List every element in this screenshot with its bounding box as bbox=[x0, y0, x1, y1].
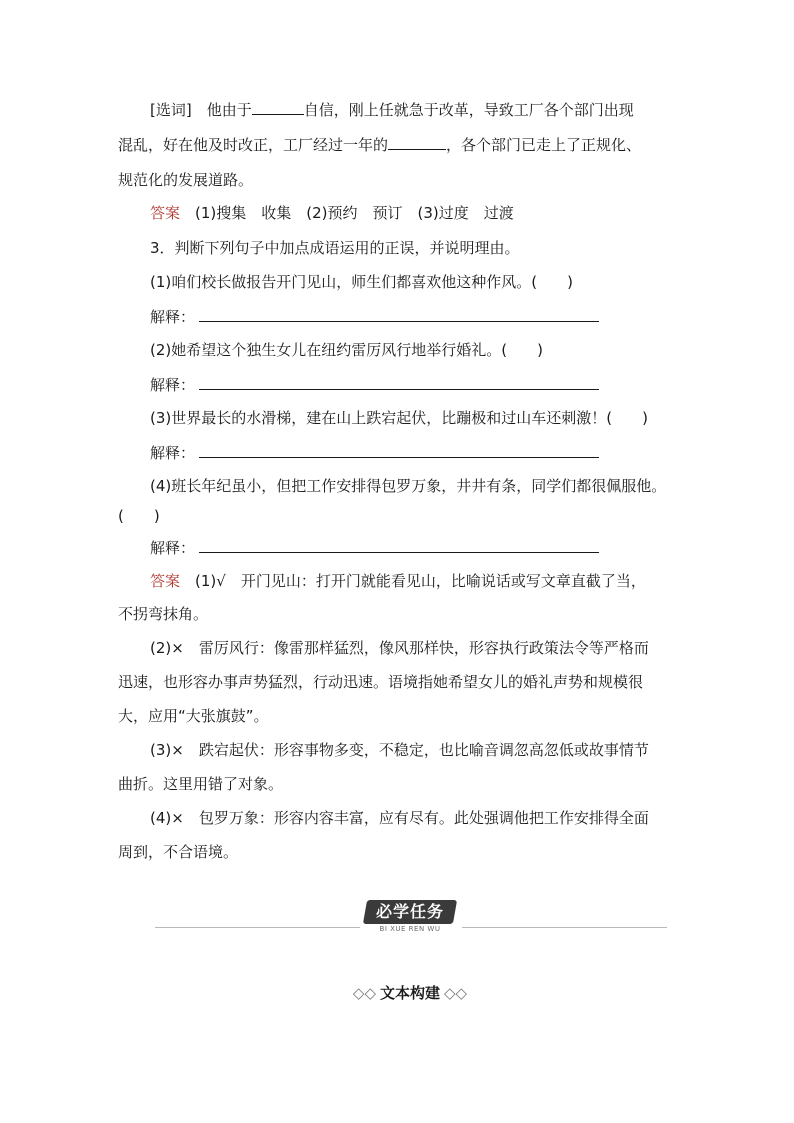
question-3-4-paren: ( ) bbox=[118, 507, 160, 525]
explain-input-2 bbox=[199, 374, 599, 390]
xuanci-text-b: 自信，刚上任就急于改革，导致工厂各个部门出现 bbox=[303, 101, 634, 119]
xuanci-line-2 bbox=[118, 135, 641, 155]
xuanci-text-a: 他由于 bbox=[206, 101, 252, 119]
answer-label: 答案 bbox=[150, 572, 181, 590]
answer-2-4-line-1: (4)× 包罗万象：形容内容丰富，应有尽有。此处强调他把工作安排得全面 bbox=[150, 809, 649, 827]
question-3-title: 3．判断下列句子中加点成语运用的正误，并说明理由。 bbox=[150, 239, 520, 257]
answer-label: 答案 bbox=[150, 204, 181, 222]
xuanci-line-1 bbox=[150, 100, 634, 120]
explain-input-4 bbox=[199, 537, 599, 553]
divider-right bbox=[462, 927, 667, 928]
divider-left bbox=[155, 927, 360, 928]
answer-2-2-line-3: 大，应用“大张旗鼓”。 bbox=[118, 707, 269, 725]
answer-2-2-line-2: 迅速，也形容办事声势猛烈，行动迅速。语境指她希望女儿的婚礼声势和规模很 bbox=[118, 673, 644, 691]
sub-heading bbox=[340, 982, 480, 1003]
xuanci-text-d: ，各个部门已走上了正规化、 bbox=[446, 136, 642, 154]
explain-input-3 bbox=[199, 442, 599, 458]
explain-label: 解释： bbox=[150, 308, 196, 326]
answer-2-2-line-1: (2)× 雷厉风行：像雷那样猛烈，像风那样快，形容执行政策法令等严格而 bbox=[150, 639, 649, 657]
sub-heading-text: 文本构建 bbox=[379, 984, 440, 1002]
explain-line-4 bbox=[150, 537, 599, 558]
explain-line-1 bbox=[150, 306, 599, 327]
explain-line-3 bbox=[150, 442, 599, 463]
answer-2-line-2: 不拐弯抹角。 bbox=[118, 605, 209, 623]
answer-2-3-line-2: 曲折。这里用错了对象。 bbox=[118, 775, 284, 793]
answer-2-3-line-1: (3)× 跌宕起伏：形容事物多变，不稳定，也比喻音调忽高忽低或故事情节 bbox=[150, 741, 649, 759]
answer-1-text: (1)搜集 收集 (2)预约 预订 (3)过度 过渡 bbox=[195, 204, 514, 222]
fill-blank-2 bbox=[388, 135, 446, 150]
xuanci-text-c: 混乱，好在他及时改正，工厂经过一年的 bbox=[118, 136, 389, 154]
section-badge-title: 必学任务 bbox=[375, 902, 444, 921]
answer-2-4-line-2: 周到，不合语境。 bbox=[118, 843, 239, 861]
explain-label: 解释： bbox=[150, 539, 196, 557]
explain-label: 解释： bbox=[150, 444, 196, 462]
explain-input-1 bbox=[199, 306, 599, 322]
fill-blank-1 bbox=[252, 100, 304, 115]
section-badge bbox=[363, 900, 457, 924]
explain-line-2 bbox=[150, 374, 599, 395]
answer-2-line-1 bbox=[150, 571, 646, 591]
question-3-4: (4)班长年纪虽小，但把工作安排得包罗万象，井井有条，同学们都很佩服他。 bbox=[150, 477, 667, 495]
xuanci-line-3: 规范化的发展道路。 bbox=[118, 171, 254, 189]
section-badge-subtitle: BI XUE REN WU bbox=[379, 925, 441, 933]
xuanci-tag: [选词] bbox=[150, 101, 192, 119]
answer-1 bbox=[150, 203, 514, 223]
explain-label: 解释： bbox=[150, 376, 196, 394]
question-3-3: (3)世界最长的水滑梯，建在山上跌宕起伏，比蹦极和过山车还刺激！( ) bbox=[150, 409, 648, 427]
question-3-1: (1)咱们校长做报告开门见山，师生们都喜欢他这种作风。( ) bbox=[150, 273, 573, 291]
answer-2-1-text: (1)√ 开门见山：打开门就能看见山，比喻说话或写文章直截了当， bbox=[195, 572, 646, 590]
question-3-2: (2)她希望这个独生女儿在纽约雷厉风行地举行婚礼。( ) bbox=[150, 341, 543, 359]
diamond-ornament-icon: ◇◇ bbox=[352, 984, 376, 1002]
diamond-ornament-icon: ◇◇ bbox=[444, 984, 468, 1002]
